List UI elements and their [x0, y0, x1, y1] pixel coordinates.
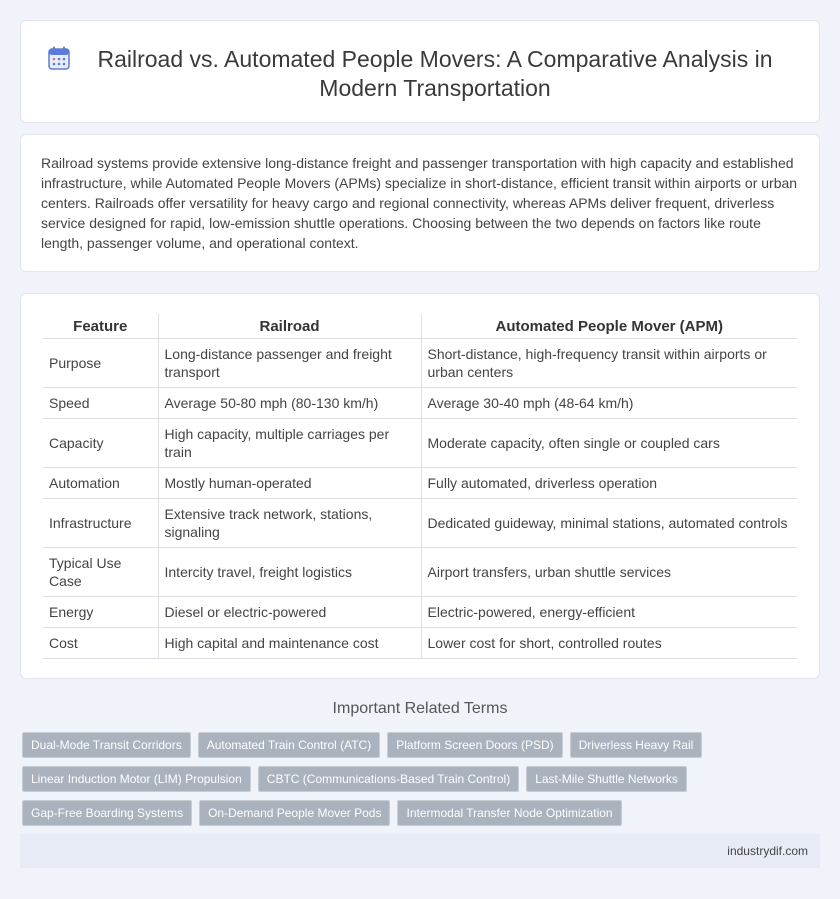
comparison-table	[43, 314, 797, 659]
row-feature: Speed	[43, 388, 158, 419]
related-term-tag[interactable]: Last-Mile Shuttle Networks	[526, 766, 687, 792]
row-apm: Lower cost for short, controlled routes	[421, 628, 797, 659]
related-term-tag[interactable]: CBTC (Communications-Based Train Control)	[258, 766, 519, 792]
row-apm: Average 30-40 mph (48-64 km/h)	[421, 388, 797, 419]
row-railroad: High capacity, multiple carriages per train	[158, 419, 421, 468]
related-term-tag[interactable]: Automated Train Control (ATC)	[198, 732, 381, 758]
related-term-tag[interactable]: Platform Screen Doors (PSD)	[387, 732, 562, 758]
related-term-tag[interactable]: Linear Induction Motor (LIM) Propulsion	[22, 766, 251, 792]
row-feature: Capacity	[43, 419, 158, 468]
row-feature: Cost	[43, 628, 158, 659]
row-railroad: Intercity travel, freight logistics	[158, 548, 421, 597]
related-term-tag[interactable]: Intermodal Transfer Node Optimization	[397, 800, 621, 826]
footer	[20, 834, 820, 868]
row-apm: Electric-powered, energy-efficient	[421, 597, 797, 628]
related-terms-heading: Important Related Terms	[332, 700, 508, 717]
row-apm: Airport transfers, urban shuttle services	[421, 548, 797, 597]
row-feature: Infrastructure	[43, 499, 158, 548]
row-apm: Fully automated, driverless operation	[421, 468, 797, 499]
row-railroad: Long-distance passenger and freight transport	[158, 339, 421, 388]
footer-site-link[interactable]: industrydif.com	[727, 844, 808, 858]
related-term-tag[interactable]: Gap-Free Boarding Systems	[22, 800, 192, 826]
row-railroad: Mostly human-operated	[158, 468, 421, 499]
page-title: Railroad vs. Automated People Movers: A Comparative Analysis in Modern Transportation	[97, 46, 773, 101]
row-railroad: Average 50-80 mph (80-130 km/h)	[158, 388, 421, 419]
row-apm: Moderate capacity, often single or coupled cars	[421, 419, 797, 468]
row-feature: Automation	[43, 468, 158, 499]
row-feature: Typical Use Case	[43, 548, 158, 597]
comparison-table-card	[20, 293, 820, 679]
row-feature: Energy	[43, 597, 158, 628]
header-apm: Automated People Mover (APM)	[421, 314, 797, 339]
summary-card	[20, 134, 820, 272]
related-term-tag[interactable]: Dual-Mode Transit Corridors	[22, 732, 191, 758]
header-feature: Feature	[43, 314, 158, 339]
row-apm: Dedicated guideway, minimal stations, automated controls	[421, 499, 797, 548]
related-term-tag[interactable]: Driverless Heavy Rail	[570, 732, 703, 758]
table-row	[43, 548, 797, 597]
table-row	[43, 388, 797, 419]
row-feature: Purpose	[43, 339, 158, 388]
summary-text: Railroad systems provide extensive long-distance freight and passenger transportation with high capacity and established infrastructure, while Automated People Movers (APMs) specialize in short-distance, efficient transit within airports or urban centers. Railroads offer versatility for heavy cargo and regional connectivity, whereas APMs deliver frequent, driverless service designed for rapid, low-emission shuttle operations. Choosing between the two depends on factors like route length, passenger volume, and operational context.	[41, 155, 798, 251]
related-term-tag[interactable]: On-Demand People Mover Pods	[199, 800, 390, 826]
title-card	[20, 20, 820, 123]
table-row	[43, 628, 797, 659]
related-terms-list	[22, 732, 822, 834]
row-railroad: Extensive track network, stations, signaling	[158, 499, 421, 548]
table-row	[43, 339, 797, 388]
row-railroad: Diesel or electric-powered	[158, 597, 421, 628]
table-row	[43, 468, 797, 499]
table-row	[43, 597, 797, 628]
row-apm: Short-distance, high-frequency transit within airports or urban centers	[421, 339, 797, 388]
table-header-row	[43, 314, 797, 339]
row-railroad: High capital and maintenance cost	[158, 628, 421, 659]
table-row	[43, 499, 797, 548]
header-railroad: Railroad	[158, 314, 421, 339]
table-row	[43, 419, 797, 468]
